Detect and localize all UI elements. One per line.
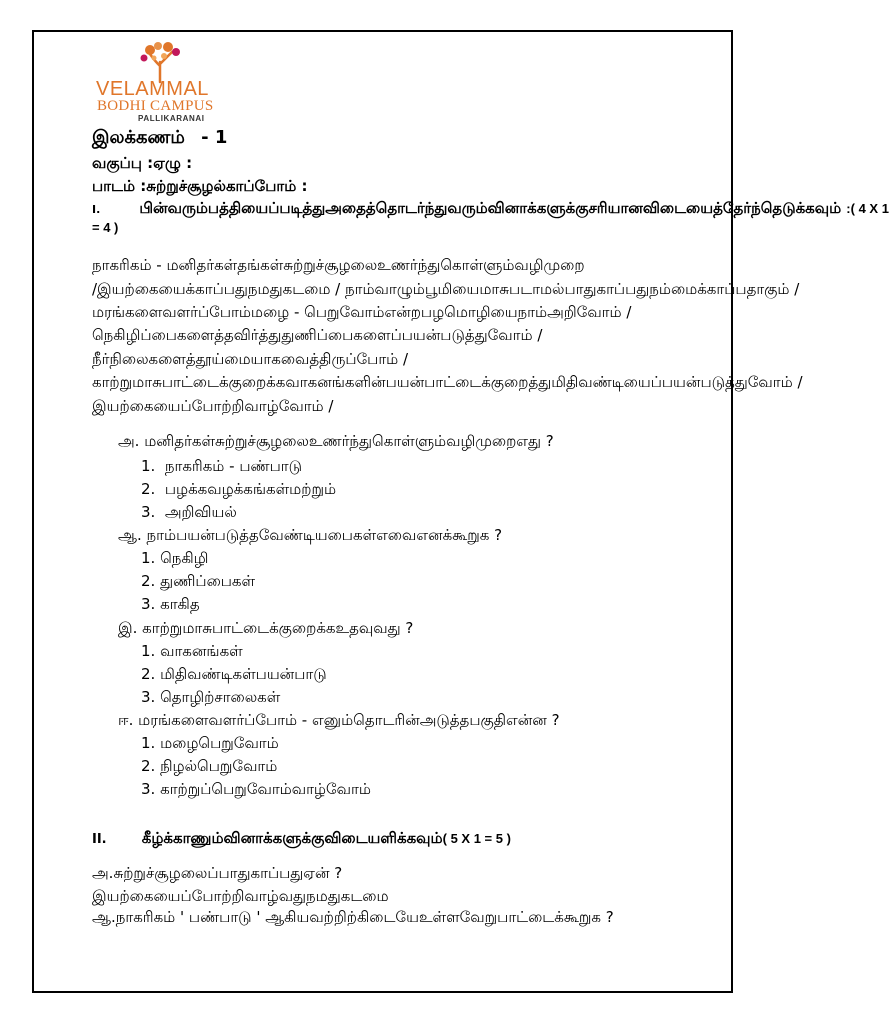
passage-line: நாகரிகம் - மனிதர்கள்தங்கள்சுற்றுச்சூழலைஉணர்ந்துகொள்ளும்வழிமுறை bbox=[92, 256, 585, 274]
section1-marks: :( 4 X 1 bbox=[846, 201, 889, 216]
question-body: மனிதர்கள்சுற்றுச்சூழலைஉணர்ந்துகொள்ளும்வழிமுறைஎது ? bbox=[144, 432, 554, 450]
worksheet-page bbox=[32, 30, 889, 993]
option: 1. நெகிழி bbox=[141, 549, 209, 567]
topic-line: பாடம் :சுற்றுச்சூழல்காப்போம் : bbox=[92, 177, 308, 195]
option-text: பழக்கவழக்கங்கள்மற்றும் bbox=[164, 480, 337, 498]
school-logo bbox=[86, 38, 236, 130]
logo-name: VELAMMAL bbox=[96, 78, 209, 100]
option: 3. காகித bbox=[141, 595, 200, 613]
question-label: அ. bbox=[118, 432, 140, 450]
question-label: ஆ. bbox=[118, 526, 142, 544]
logo-location: PALLIKARANAI bbox=[138, 114, 205, 123]
option-text: மழைபெறுவோம் bbox=[160, 734, 279, 752]
option-text: நாகரிகம் - பண்பாடு bbox=[164, 457, 302, 475]
short-question: அ.சுற்றுச்சூழலைப்பாதுகாப்பதுஏன் ? bbox=[92, 864, 343, 882]
question-text bbox=[118, 526, 502, 546]
option: 1. மழைபெறுவோம் bbox=[141, 734, 279, 752]
section2-number: II. bbox=[92, 832, 107, 847]
option-text: தொழிற்சாலைகள் bbox=[160, 688, 281, 706]
section2-header bbox=[92, 828, 511, 849]
option: 2. நிழல்பெறுவோம் bbox=[141, 757, 278, 775]
logo-campus: BODHI CAMPUS bbox=[97, 98, 214, 114]
option-text: அறிவியல் bbox=[164, 503, 237, 521]
section1-instruction: பின்வரும்பத்தியைப்படித்துஅதைத்தொடர்ந்துவரும்வினாக்களுக்குசரியானவிடையைத்தேர்ந்தெடுக்கவும் bbox=[139, 199, 842, 217]
page-title bbox=[92, 127, 227, 150]
option: 3. அறிவியல் bbox=[141, 503, 237, 521]
passage-line: நெகிழிப்பைகளைத்தவிர்த்துதுணிப்பைகளைப்பயன்படுத்துவோம் / bbox=[92, 326, 543, 344]
question-label: ஈ. bbox=[118, 711, 134, 729]
passage-line: மரங்களைவளர்ப்போம்மழை - பெறுவோம்என்றபழமொழியைநாம்அறிவோம் / bbox=[92, 303, 632, 321]
option: 2. துணிப்பைகள் bbox=[141, 572, 256, 590]
question-text bbox=[118, 432, 554, 452]
option-text: வாகனங்கள் bbox=[160, 642, 243, 660]
question-body: காற்றுமாசுபாட்டைக்குறைக்கஉதவுவது ? bbox=[142, 619, 414, 637]
class-line: வகுப்பு :ஏழு : bbox=[92, 154, 193, 172]
option-text: துணிப்பைகள் bbox=[160, 572, 256, 590]
option-text: காற்றுப்பெறுவோம்வாழ்வோம் bbox=[160, 780, 371, 798]
option: 2. பழக்கவழக்கங்கள்மற்றும் bbox=[141, 480, 337, 498]
passage-line: நீர்நிலைகளைத்தூய்மையாகவைத்திருப்போம் / bbox=[92, 350, 409, 368]
tree-logo-icon bbox=[136, 38, 184, 82]
section1-marks-cont: = 4 ) bbox=[92, 220, 119, 235]
option-text: காகித bbox=[160, 595, 200, 613]
passage-line: காற்றுமாசுபாட்டைக்குறைக்கவாகனங்களின்பயன்பாட்டைக்குறைத்துமிதிவண்டியைப்பயன்படுத்துவோம் / bbox=[92, 373, 803, 391]
question-text bbox=[118, 619, 413, 639]
option-text: மிதிவண்டிகள்பயன்பாடு bbox=[160, 665, 327, 683]
question-body: நாம்பயன்படுத்தவேண்டியபைகள்எவைஎனக்கூறுக ? bbox=[146, 526, 503, 544]
option: 1. வாகனங்கள் bbox=[141, 642, 243, 660]
option: 2. மிதிவண்டிகள்பயன்பாடு bbox=[141, 665, 327, 683]
option: 1. நாகரிகம் - பண்பாடு bbox=[141, 457, 302, 475]
question-body: மரங்களைவளர்ப்போம் - எனும்தொடரின்அடுத்தபகுதிஎன்ன ? bbox=[138, 711, 560, 729]
passage-line: /இயற்கையைக்காப்பதுநமதுகடமை / நாம்வாழும்பூமியைமாசுபடாமல்பாதுகாப்பதுநம்மைக்காப்பதாகும் / bbox=[92, 280, 800, 298]
section2-instruction: கீழ்க்காணும்வினாக்களுக்குவிடையளிக்கவும் bbox=[141, 829, 443, 847]
section1-number: I. bbox=[92, 203, 101, 216]
question-text bbox=[118, 711, 560, 731]
short-answer: இயற்கையைப்போற்றிவாழ்வதுநமதுகடமை bbox=[92, 887, 389, 905]
option-text: நிழல்பெறுவோம் bbox=[160, 757, 278, 775]
option-text: நெகிழி bbox=[160, 549, 209, 567]
passage-line: இயற்கையைப்போற்றிவாழ்வோம் / bbox=[92, 397, 334, 415]
section1-header bbox=[92, 198, 889, 219]
section2-marks: ( 5 X 1 = 5 ) bbox=[442, 831, 511, 846]
question-label: இ. bbox=[118, 619, 138, 637]
option: 3. காற்றுப்பெறுவோம்வாழ்வோம் bbox=[141, 780, 371, 798]
title-suffix: - 1 bbox=[201, 127, 228, 148]
option: 3. தொழிற்சாலைகள் bbox=[141, 688, 281, 706]
title-text: இலக்கணம் bbox=[92, 127, 185, 148]
short-question: ஆ.நாகரிகம் ' பண்பாடு ' ஆகியவற்றிற்கிடையேஉள்ளவேறுபாட்டைக்கூறுக ? bbox=[92, 908, 614, 926]
